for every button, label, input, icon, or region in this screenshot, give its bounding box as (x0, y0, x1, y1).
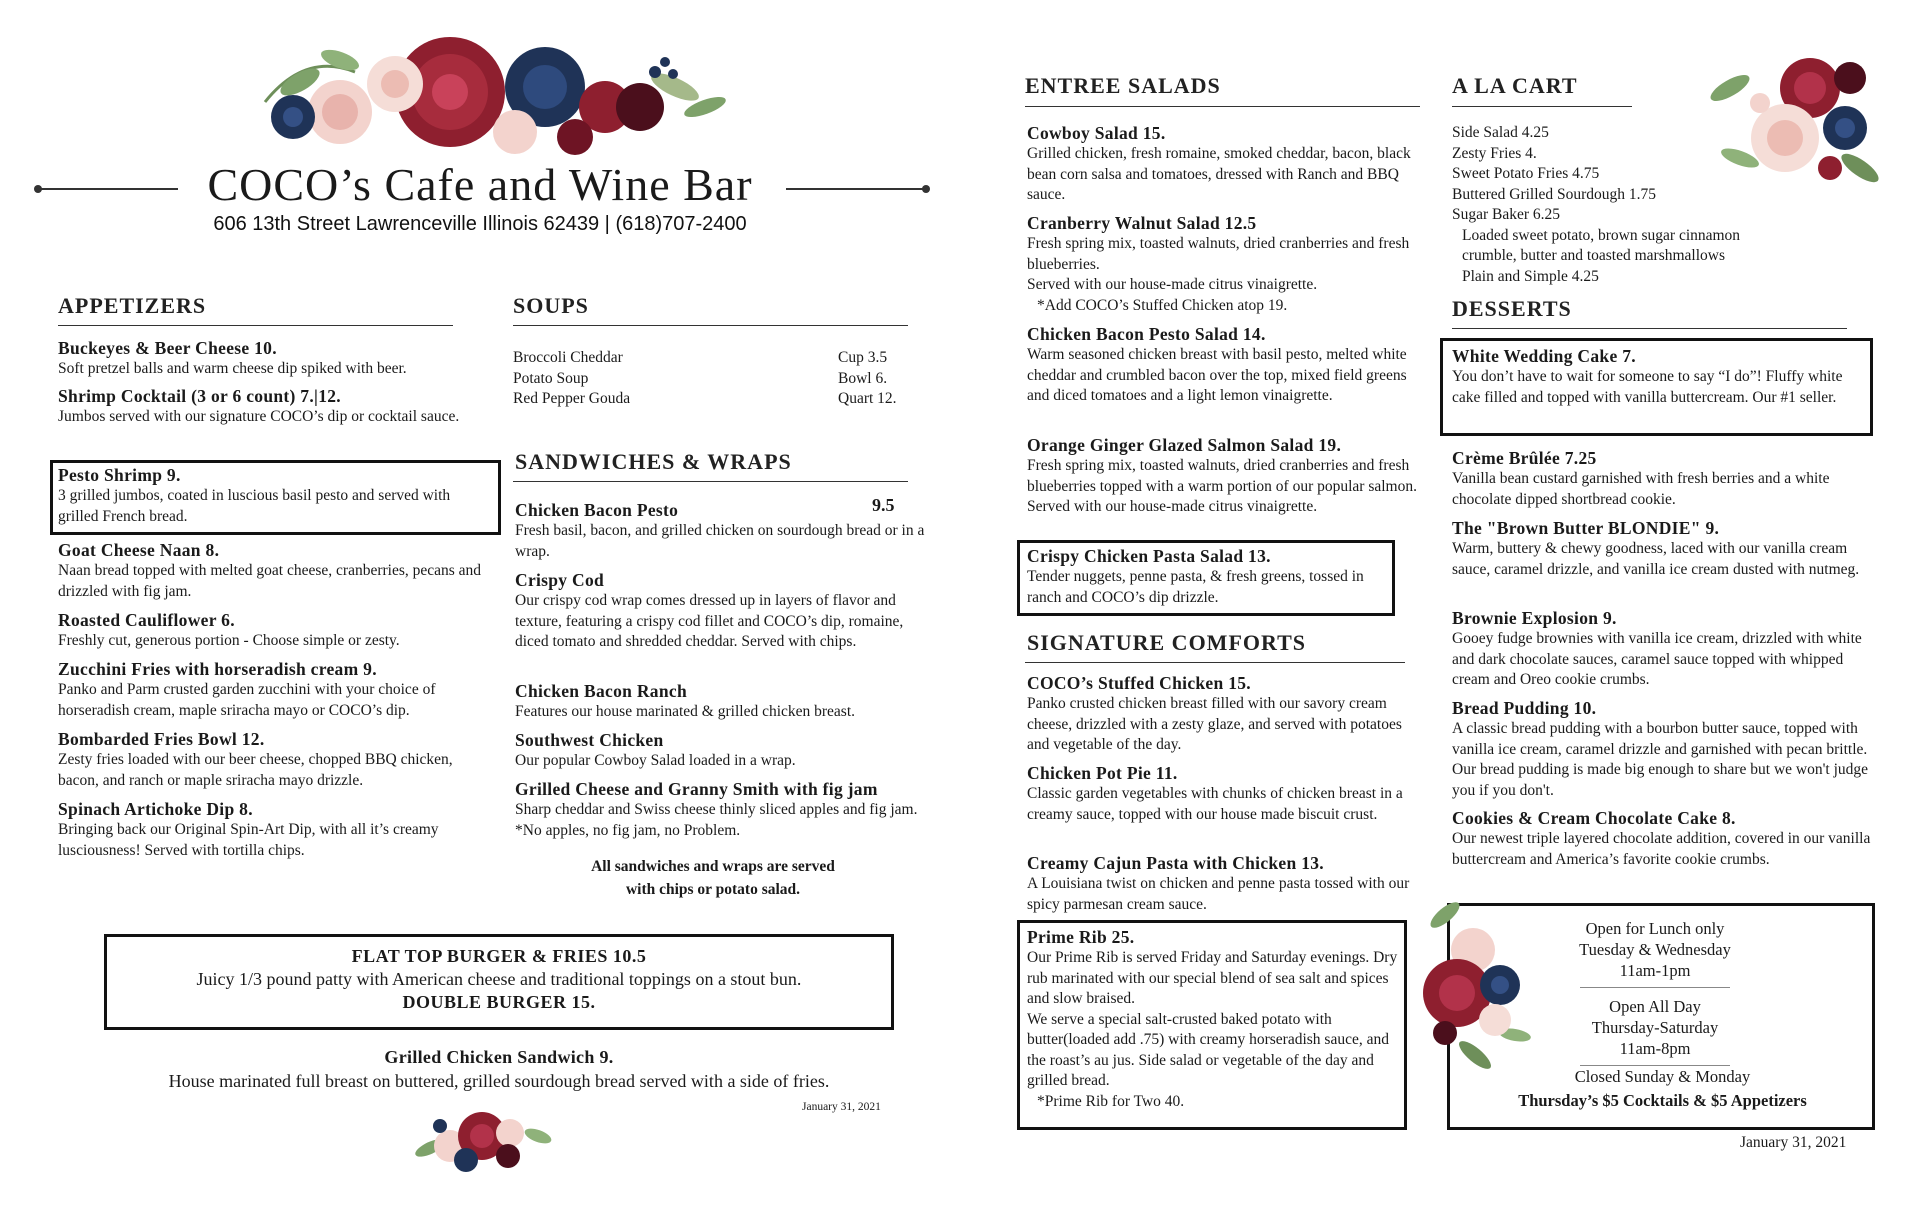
soups-title: SOUPS (513, 293, 589, 318)
item-desc: Naan bread topped with melted goat cheese, cranberries, pecans and drizzled with fig jam. (58, 562, 482, 600)
sandwiches-list (515, 500, 925, 847)
item-desc: Sharp cheddar and Swiss cheese thinly sliced apples and fig jam. *No apples, no fig jam, no Problem. (515, 801, 918, 839)
title-line-right (786, 188, 926, 190)
item-desc: Jumbos served with our signature COCO’s dip or cocktail sauce. (58, 408, 460, 425)
item-desc: Our popular Cowboy Salad loaded in a wrap. (515, 752, 796, 769)
item-name: Southwest Chicken (515, 730, 664, 750)
item-desc: Gooey fudge brownies with vanilla ice cream, drizzled with white and dark chocolate sauces, caramel sauce topped with whipped cream and Oreo cookie crumbs. (1452, 630, 1862, 688)
item-name: Crème Brûlée 7.25 (1452, 448, 1597, 468)
entree-salads-list (1027, 123, 1417, 524)
item-name: Chicken Bacon Pesto Salad 14. (1027, 324, 1266, 344)
item-name: Bombarded Fries Bowl 12. (58, 729, 265, 749)
soups-names (513, 348, 763, 410)
desserts-rule (1452, 328, 1847, 329)
item-name: The "Brown Butter BLONDIE" 9. (1452, 518, 1720, 538)
item-name: Cookies & Cream Chocolate Cake 8. (1452, 808, 1736, 828)
item-name: Prime Rib 25. (1027, 927, 1135, 947)
item-name: Chicken Bacon Pesto (515, 500, 679, 520)
list-item (1027, 123, 1417, 207)
hours-line: Thursday-Saturday (1591, 1018, 1719, 1037)
title-line-dot-right (922, 185, 930, 193)
floral-decoration-top (245, 12, 745, 157)
grilled-chicken-name: Grilled Chicken Sandwich 9. (384, 1047, 614, 1067)
item-name: Crispy Cod (515, 570, 605, 590)
item-name: Spinach Artichoke Dip 8. (58, 799, 253, 819)
list-item (515, 730, 925, 773)
item-desc: Our newest triple layered chocolate addition, covered in our vanilla buttercream and America’s favorite cookie crumbs. (1452, 830, 1871, 868)
sandwiches-price: 9.5 (872, 495, 895, 515)
list-item (1452, 808, 1872, 870)
item-name: Cowboy Salad 15. (1027, 123, 1166, 143)
soups-sizes (838, 348, 938, 410)
item-name: Crispy Chicken Pasta Salad 13. (1027, 546, 1271, 566)
list-item (58, 386, 493, 454)
item-name: Cranberry Walnut Salad 12.5 (1027, 213, 1257, 233)
sandwiches-title: SANDWICHES & WRAPS (515, 449, 792, 474)
floral-decoration-hours (1415, 895, 1540, 1070)
list-item (515, 500, 925, 564)
item-desc: Fresh basil, bacon, and grilled chicken on sourdough bread or in a wrap. (515, 522, 925, 560)
item-desc: Panko and Parm crusted garden zucchini with your choice of horseradish cream, maple sriracha mayo or COCO’s dip. (58, 681, 436, 719)
hours-line: 11am-8pm (1619, 1039, 1691, 1058)
list-item (515, 570, 925, 675)
desserts-title: DESSERTS (1452, 296, 1572, 321)
grilled-chicken-section (104, 1045, 894, 1093)
item-desc: Features our house marinated & grilled chicken breast. (515, 703, 856, 720)
hours-content (1560, 918, 1750, 1074)
item-desc: Warm seasoned chicken breast with basil pesto, melted white cheddar and crumbled bacon over the top, mixed field greens and diced tomatoes and a light lemon vinaigrette. (1027, 346, 1407, 404)
hours-closed: Closed Sunday & Monday (1574, 1067, 1751, 1086)
burger-title: FLAT TOP BURGER & FRIES 10.5 (351, 946, 647, 966)
appetizers-list (58, 338, 493, 460)
alacart-sub: Plain and Simple 4.25 (1462, 267, 1599, 285)
item-name: Buckeyes & Beer Cheese 10. (58, 338, 277, 358)
item-desc: Freshly cut, generous portion - Choose simple or zesty. (58, 632, 400, 649)
item-desc: Served with our house-made citrus vinaigrette. (1027, 276, 1318, 293)
appetizers-rule (58, 325, 453, 326)
soup-size: Quart 12. (838, 390, 897, 407)
date-right: January 31, 2021 (1740, 1134, 1847, 1151)
hours-line: Open for Lunch only (1585, 919, 1725, 938)
list-item (58, 610, 493, 653)
hours-line: 11am-1pm (1619, 961, 1691, 980)
item-name: Goat Cheese Naan 8. (58, 540, 220, 560)
list-item (1452, 698, 1872, 802)
appetizers-title: APPETIZERS (58, 293, 207, 318)
item-desc: *Prime Rib for Two 40. (1037, 1092, 1185, 1110)
soup-name: Broccoli Cheddar (513, 349, 623, 366)
list-item (58, 799, 493, 861)
list-item (515, 681, 925, 724)
item-name: Brownie Explosion 9. (1452, 608, 1617, 628)
sandwiches-note-line: All sandwiches and wraps are served (591, 858, 835, 875)
burger-content (104, 945, 894, 1014)
alacart-title: A LA CART (1452, 73, 1578, 98)
restaurant-address: 606 13th Street Lawrenceville Illinois 62439 | (618)707-2400 (213, 213, 747, 235)
sandwiches-rule (513, 481, 908, 482)
item-desc: We serve a special salt-crusted baked potato with butter(loaded add .75) with creamy horseradish sauce, and the roast’s au jus. Side salad or vegetable of the day and grilled bread. (1027, 1010, 1389, 1089)
hours-line: Tuesday & Wednesday (1579, 940, 1731, 959)
item-name: Chicken Bacon Ranch (515, 681, 687, 701)
item-desc: Fresh spring mix, toasted walnuts, dried cranberries and fresh blueberries topped with a warm portion of our popular salmon. Served with our house-made citrus vinaigrette. (1027, 457, 1417, 515)
item-desc: Our Prime Rib is served Friday and Saturday evenings. Dry rub marinated with our special blend of sea salt and spices and slow braised. (1027, 949, 1398, 1007)
item-desc: Fresh spring mix, toasted walnuts, dried cranberries and fresh blueberries. (1027, 235, 1410, 273)
item-name: Grilled Cheese and Granny Smith with fig jam (515, 779, 878, 799)
item-name: Pesto Shrimp 9. (58, 465, 181, 485)
list-item (58, 659, 493, 723)
item-name: Chicken Pot Pie 11. (1027, 763, 1178, 783)
item-desc: Panko crusted chicken breast filled with our savory cream cheese, drizzled with a zesty glaze, and served with potatoes and vegetable of the day. (1027, 695, 1402, 753)
floral-decoration-top-right (1700, 48, 1890, 196)
crispy-chicken-item (1027, 546, 1387, 608)
alacart-rule (1452, 106, 1632, 107)
alacart-item: Buttered Grilled Sourdough 1.75 (1452, 185, 1657, 203)
hours-divider (1580, 1065, 1730, 1066)
item-desc: A Louisiana twist on chicken and penne pasta tossed with our spicy parmesan cream sauce. (1027, 875, 1410, 913)
list-item (1027, 763, 1417, 847)
item-desc: Soft pretzel balls and warm cheese dip spiked with beer. (58, 360, 407, 377)
item-desc: Our crispy cod wrap comes dressed up in layers of flavor and texture, featuring a crispy cod fillet and COCO’s dip, romaine, diced tomato and shredded cheddar. Served with chips. (515, 592, 904, 650)
item-desc: Warm, buttery & chewy goodness, laced with our vanilla cream sauce, caramel drizzle, and vanilla ice cream dusted with nutmeg. (1452, 540, 1860, 578)
grilled-chicken-desc: House marinated full breast on buttered, grilled sourdough bread served with a side of fries. (168, 1071, 830, 1091)
list-item (1452, 448, 1872, 512)
item-name: Creamy Cajun Pasta with Chicken 13. (1027, 853, 1324, 873)
entree-salads-title: ENTREE SALADS (1025, 73, 1221, 98)
wedding-cake-item (1452, 346, 1867, 408)
list-item (58, 729, 493, 793)
pesto-shrimp-item (58, 465, 488, 527)
sandwiches-note (513, 855, 913, 901)
hours-divider (1580, 987, 1730, 988)
double-burger: DOUBLE BURGER 15. (402, 992, 596, 1012)
item-desc: Tender nuggets, penne pasta, & fresh greens, tossed in ranch and COCO’s dip drizzle. (1027, 568, 1364, 606)
alacart-sub: crumble, butter and toasted marshmallows (1462, 247, 1726, 264)
desserts-list (1452, 448, 1872, 876)
alacart-item: Sweet Potato Fries 4.75 (1452, 165, 1600, 182)
list-item (1027, 324, 1417, 429)
item-name: Bread Pudding 10. (1452, 698, 1597, 718)
item-name: Zucchini Fries with horseradish cream 9. (58, 659, 377, 679)
item-name: White Wedding Cake 7. (1452, 346, 1636, 366)
item-desc: Zesty fries loaded with our beer cheese, chopped BBQ chicken, bacon, and ranch or maple sriracha mayo drizzle. (58, 751, 453, 789)
sandwiches-note-line: with chips or potato salad. (625, 881, 801, 898)
item-name: Orange Ginger Glazed Salmon Salad 19. (1027, 435, 1342, 455)
item-desc: Bringing back our Original Spin-Art Dip, with all it’s creamy lusciousness! Served with tortilla chips. (58, 821, 439, 859)
burger-desc: Juicy 1/3 pound patty with American cheese and traditional toppings on a stout bun. (196, 969, 802, 989)
signature-rule (1025, 662, 1405, 663)
item-name: Roasted Cauliflower 6. (58, 610, 235, 630)
appetizers-list-2 (58, 540, 493, 867)
alacart-sub: Loaded sweet potato, brown sugar cinnamon (1462, 226, 1741, 244)
soup-name: Red Pepper Gouda (513, 390, 631, 407)
title-line-dot-left (34, 185, 42, 193)
prime-rib-item (1027, 927, 1399, 1112)
item-desc: Grilled chicken, fresh romaine, smoked cheddar, bacon, black bean corn salsa and tomatoes, dressed with Ranch and BBQ sauce. (1027, 145, 1411, 203)
hours-line: Open All Day (1609, 997, 1701, 1016)
restaurant-title: COCO’s Cafe and Wine Bar (207, 159, 753, 210)
list-item (1452, 518, 1872, 602)
soups-rule (513, 325, 908, 326)
list-item (1027, 435, 1417, 518)
title-line-left (38, 188, 178, 190)
list-item (515, 779, 925, 841)
list-item (58, 338, 493, 380)
item-desc: *Add COCO’s Stuffed Chicken atop 19. (1037, 296, 1288, 314)
soup-name: Potato Soup (513, 369, 589, 387)
list-item (1027, 673, 1417, 757)
list-item (1027, 213, 1417, 318)
floral-decoration-bottom (410, 1098, 555, 1180)
alacart-item: Sugar Baker 6.25 (1452, 206, 1561, 223)
date-left: January 31, 2021 (802, 1101, 881, 1113)
item-desc: Vanilla bean custard garnished with fresh berries and a white chocolate dipped shortbread cookie. (1452, 470, 1830, 508)
soup-size: Bowl 6. (838, 369, 888, 387)
soup-size: Cup 3.5 (838, 349, 888, 366)
item-name: COCO’s Stuffed Chicken 15. (1027, 673, 1251, 693)
alacart-item: Zesty Fries 4. (1452, 144, 1537, 162)
entree-salads-rule (1025, 106, 1420, 107)
hours-specials: Thursday’s $5 Cocktails & $5 Appetizers (1518, 1091, 1807, 1110)
item-desc: 3 grilled jumbos, coated in luscious basil pesto and served with grilled French bread. (58, 487, 451, 525)
list-item (1027, 853, 1417, 915)
item-desc: You don’t have to wait for someone to say “I do”! Fluffy white cake filled and topped with vanilla buttercream. Our #1 seller. (1452, 368, 1843, 406)
alacart-item: Side Salad 4.25 (1452, 124, 1549, 141)
list-item (58, 540, 493, 604)
signature-list (1027, 673, 1417, 921)
signature-title: SIGNATURE COMFORTS (1027, 630, 1307, 655)
item-name: Shrimp Cocktail (3 or 6 count) 7.|12. (58, 386, 341, 406)
item-desc: A classic bread pudding with a bourbon butter sauce, topped with vanilla ice cream, caramel drizzle and garnished with pecan brittle. Our bread pudding is made big enough to share but we won't judge you if you don't. (1452, 720, 1869, 799)
list-item (1452, 608, 1872, 692)
item-desc: Classic garden vegetables with chunks of chicken breast in a creamy sauce, topped with our house made biscuit crust. (1027, 785, 1403, 823)
